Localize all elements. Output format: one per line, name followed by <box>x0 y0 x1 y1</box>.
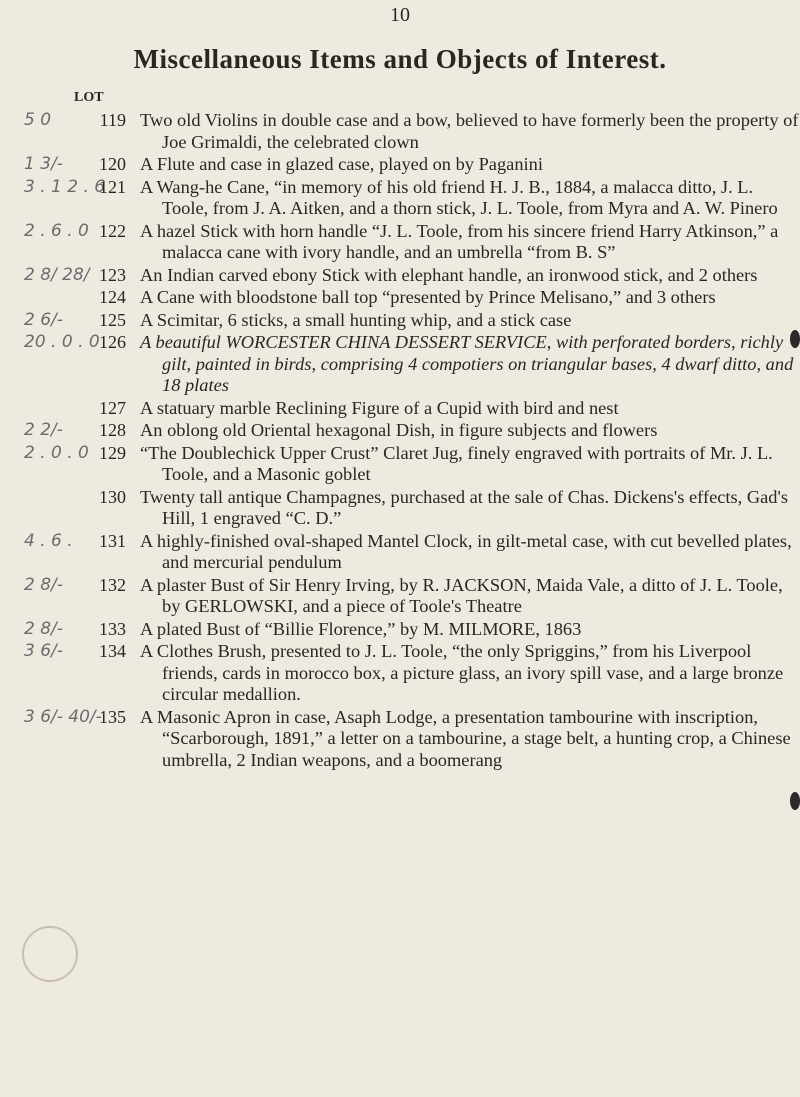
lot-description: A plated Bust of “Billie Florence,” by M. MILMORE, 1863 <box>140 618 582 639</box>
stamp-mark <box>22 926 78 982</box>
lot-item <box>0 154 800 176</box>
lot-number: 128 <box>99 420 126 440</box>
lot-item <box>0 310 800 332</box>
pencil-price-note: 4 . 6 . <box>24 530 73 551</box>
lot-number: 122 <box>99 220 126 241</box>
pencil-price-note: 2 8/ 28/ <box>24 264 90 285</box>
lot-number: 135 <box>99 706 126 727</box>
lot-item <box>0 641 800 706</box>
lot-item <box>0 487 800 530</box>
lot-description: Two old Violins in double case and a bow, believed to have formerly been the property of Joe Grimaldi, the celebrated clown <box>140 110 799 152</box>
pencil-price-note: 2 8/- <box>24 574 63 595</box>
pencil-price-note: 3 6/- <box>24 641 63 661</box>
lot-number: 121 <box>99 176 126 197</box>
lot-number: 134 <box>99 641 126 661</box>
lot-item <box>0 110 800 153</box>
lot-number: 129 <box>99 442 126 463</box>
lot-description: An oblong old Oriental hexagonal Dish, in figure subjects and flowers <box>140 420 658 440</box>
lot-item <box>0 287 800 309</box>
lot-description: “The Doublechick Upper Crust” Claret Jug, finely engraved with portraits of Mr. J. L. Toole, and a Masonic goblet <box>140 442 773 484</box>
lot-description: A Cane with bloodstone ball top “presented by Prince Melisano,” and 3 others <box>140 287 716 307</box>
lot-description: A statuary marble Reclining Figure of a Cupid with bird and nest <box>140 397 619 418</box>
pencil-price-note: 1 3/- <box>24 154 63 174</box>
pencil-price-note: 2 6/- <box>24 309 63 330</box>
lot-description: A highly-finished oval-shaped Mantel Clock, in gilt-metal case, with cut bevelled plates, and mercurial pendulum <box>140 530 792 572</box>
pencil-price-note: 2 . 0 . 0 <box>24 442 89 463</box>
lot-number: 133 <box>99 618 126 639</box>
lot-item <box>0 575 800 618</box>
lot-item <box>0 265 800 287</box>
lot-number: 131 <box>99 530 126 551</box>
lot-number: 119 <box>99 110 126 130</box>
lot-description: A Scimitar, 6 sticks, a small hunting whip, and a stick case <box>140 309 572 330</box>
lot-number: 130 <box>99 486 126 507</box>
pencil-price-note: 20 . 0 . 0 <box>24 332 100 352</box>
page-heading: Miscellaneous Items and Objects of Interest. <box>133 44 667 74</box>
lot-number: 123 <box>99 264 126 285</box>
lot-number: 132 <box>99 574 126 595</box>
lot-description: A Clothes Brush, presented to J. L. Toole, “the only Spriggins,” from his Liverpool friends, cards in morocco box, a picture glass, an ivory spill vase, and a large bronze circular medallion. <box>140 641 784 704</box>
lot-number: 124 <box>99 287 126 307</box>
pencil-price-note: 3 6/- 40/- <box>24 706 102 727</box>
lot-item <box>0 398 800 420</box>
lot-item <box>0 619 800 641</box>
lot-item <box>0 420 800 442</box>
lot-item <box>0 531 800 574</box>
pencil-price-note: 2 8/- <box>24 618 63 639</box>
lot-list <box>0 110 800 772</box>
lot-number: 120 <box>99 154 126 174</box>
lot-description: A plaster Bust of Sir Henry Irving, by R. JACKSON, Maida Vale, a ditto of J. L. Toole, by GERLOWSKI, and a piece of Toole's Theatre <box>140 574 783 616</box>
lot-description: Twenty tall antique Champagnes, purchased at the sale of Chas. Dickens's effects, Gad's Hill, 1 engraved “C. D.” <box>140 486 788 528</box>
lot-item <box>0 177 800 220</box>
pencil-price-note: 2 . 6 . 0 <box>24 220 89 241</box>
lot-description: A Wang-he Cane, “in memory of his old friend H. J. B., 1884, a malacca ditto, J. L. Toole, from J. A. Aitken, and a thorn stick, J. L. Toole, from Myra and A. W. Pinero <box>140 176 778 218</box>
lot-item <box>0 707 800 772</box>
lot-column-header: LOT <box>74 90 104 105</box>
lot-number: 126 <box>99 332 126 352</box>
lot-description: A Masonic Apron in case, Asaph Lodge, a presentation tambourine with inscription, “Scarborough, 1891,” a letter on a tambourine, a stage belt, a hunting crop, a Chinese umbrella, 2 Indian weapons, and a boomerang <box>140 706 791 770</box>
lot-description: A beautiful WORCESTER CHINA DESSERT SERVICE, with perforated borders, richly gilt, painted in birds, comprising 4 compotiers on triangular bases, 4 dwarf ditto, and 18 plates <box>140 332 794 395</box>
lot-number: 125 <box>99 309 126 330</box>
lot-description: A hazel Stick with horn handle “J. L. Toole, from his sincere friend Harry Atkinson,” a malacca cane with ivory handle, and an umbrella “from B. S” <box>140 220 779 262</box>
lot-item <box>0 221 800 264</box>
lot-description: An Indian carved ebony Stick with elephant handle, an ironwood stick, and 2 others <box>140 264 758 285</box>
pencil-price-note: 3 . 1 2 . 6 <box>24 176 106 197</box>
lot-number: 127 <box>99 397 126 418</box>
pencil-price-note: 5 0 <box>24 110 52 130</box>
lot-item <box>0 443 800 486</box>
lot-item <box>0 332 800 397</box>
pencil-price-note: 2 2/- <box>24 420 63 440</box>
lot-description: A Flute and case in glazed case, played on by Paganini <box>140 154 543 174</box>
edge-mark <box>790 792 800 810</box>
page-number: 10 <box>390 4 410 26</box>
